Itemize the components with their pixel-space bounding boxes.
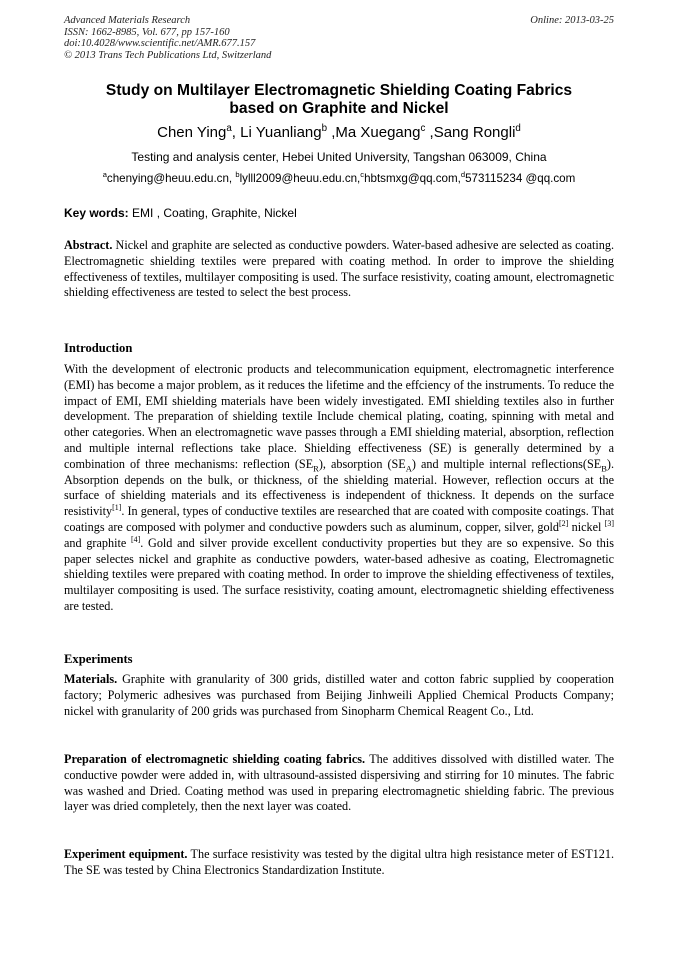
preparation-paragraph — [64, 752, 614, 815]
email-link[interactable]: hbtsmxg@qq.com, — [364, 172, 461, 185]
online-date: Online: 2013-03-25 — [530, 15, 614, 26]
subscript: A — [405, 463, 412, 474]
equipment-label: Experiment equipment. — [64, 847, 188, 861]
intro-text: nickel — [568, 519, 605, 534]
author-name: Li Yuanliang — [240, 124, 322, 141]
author-list — [60, 124, 618, 142]
keywords-text: EMI , Coating, Graphite, Nickel — [128, 206, 297, 220]
intro-text: With the development of electronic products and telecommunication equipment, electromagnetic interference (EMI) has become a major problem, as it reduces the lifetime and the effciency of the instruments. To reduce the impact of EMI, EMI shielding materials have been widely investigated. EMI shielding textiles also in further development. The preparation of shielding textile Include chemical plating, coating, spinning with metal and other categories. When an electromagnetic wave passes through a EMI shielding material, absorption, reflection and multiple internal reflections take place. Shielding effectiveness (SE) is generally determined by a combination of three mechanisms: reflection (SE — [64, 362, 614, 471]
email-link[interactable]: chenying@heuu.edu.cn, — [106, 172, 236, 185]
subscript: R — [313, 463, 319, 474]
title-line-2: based on Graphite and Nickel — [229, 100, 449, 117]
intro-text: ) and multiple internal reflections(SE — [411, 456, 602, 471]
abstract-label: Abstract. — [64, 238, 113, 252]
email-mark: a — [102, 170, 107, 180]
author-separator: , — [231, 124, 241, 141]
email-mark: b — [235, 170, 240, 180]
preparation-label: Preparation of electromagnetic shielding coating fabrics. — [64, 752, 366, 766]
materials-text: Graphite with granularity of 300 grids, distilled water and cotton fabric supplied by cooperation factory; Polymeric adhesives was purchased from Beijing Jinhweili Applied Chemical Products Company; nickel with granularity of 200 grids was purchased from Sinopharm Chemical Reagent Co., Ltd. — [64, 672, 614, 718]
author-separator: , — [425, 124, 434, 141]
equipment-paragraph — [64, 847, 614, 879]
title-line-1: Study on Multilayer Electromagnetic Shielding Coating Fabrics — [105, 82, 573, 99]
section-heading-experiments: Experiments — [64, 652, 133, 666]
email-link[interactable]: lylll2009@heuu.edu.cn, — [239, 172, 361, 185]
preparation-text: The additives dissolved with distilled water. The conductive powder were added in, with ultrasound-assisted dispersiving and stirring for 10 minutes. The fabric was washed and Dried. Coating method was used in preparing electromagnetic shielding fabric. The previous layer was dried completely, then the next layer was coated. — [64, 752, 614, 814]
email-mark: d — [460, 170, 466, 180]
copyright-line: © 2013 Trans Tech Publications Ltd, Switzerland — [64, 49, 272, 61]
author-name: Sang Rongli — [433, 124, 516, 141]
abstract-text: Nickel and graphite are selected as conductive powders. Water-based adhesive are selected as coating. Electromagnetic shielding textiles were prepared with coating method. In order to improve the shielding effectiveness of textiles, multilayer compositing is used. The surface resistivity, coating amount, electromagnetic shielding effectiveness are tested to select the best process. — [64, 238, 614, 300]
intro-text: . In general, types of conductive textiles are researched that are coated with composite coatings. That coatings are composed with polymer and conductive powders such as aluminum, copper, silver, gold — [64, 504, 614, 534]
intro-text: and graphite — [64, 535, 131, 550]
intro-text: ), absorption (SE — [318, 456, 406, 471]
email-mark: c — [360, 170, 365, 180]
author-affil-mark: a — [226, 123, 232, 134]
issn-line: ISSN: 1662-8985, Vol. 677, pp 157-160 — [64, 26, 230, 38]
author-affil-mark: b — [321, 123, 328, 134]
email-link[interactable]: 573115234 @qq.com — [465, 172, 576, 185]
citation-ref[interactable]: [4] — [131, 534, 141, 544]
journal-header — [64, 15, 271, 61]
journal-name: Advanced Materials Research — [64, 15, 191, 26]
section-heading-introduction: Introduction — [64, 341, 133, 355]
intro-text: . Gold and silver provide excellent conductivity properties but they are so expensive. So this paper selectes nickel and graphite as conductive powders, water-based adhesive as coating, Electromagnetic shielding textiles were prepared with coating method. In order to improve the shielding effectiveness of textiles, multilayer compositing is used. The surface resistivity, coating amount, electromagnetic shielding effectiveness are tested. — [64, 535, 614, 613]
materials-paragraph — [64, 672, 614, 719]
intro-text: ). Absorption depends on the bulk, or thickness, of the shielding material. However, reflection occurs at the surface of shielding materials and its effectiveness is independent of thickness. It depends on the surface resistivity — [64, 456, 615, 519]
abstract — [64, 238, 614, 301]
keywords — [64, 206, 614, 221]
author-name: Ma Xuegang — [335, 124, 421, 141]
affiliation: Testing and analysis center, Hebei United University, Tangshan 063009, China — [131, 150, 547, 164]
paper-title — [60, 82, 618, 118]
subscript: B — [601, 463, 607, 474]
equipment-text: The surface resistivity was tested by the digital ultra high resistance meter of EST121. The SE was tested by China Electronics Standardization Institute. — [64, 847, 614, 877]
author-emails — [60, 171, 618, 186]
author-separator: , — [327, 124, 336, 141]
author-name: Chen Ying — [157, 124, 227, 141]
citation-ref[interactable]: [1] — [112, 503, 122, 513]
keywords-label: Key words: — [64, 206, 129, 220]
author-affil-mark: c — [420, 123, 426, 134]
author-affil-mark: d — [515, 123, 521, 134]
citation-ref[interactable]: [2] — [559, 518, 569, 528]
citation-ref[interactable]: [3] — [604, 518, 614, 528]
doi-line: doi:10.4028/www.scientific.net/AMR.677.157 — [64, 38, 256, 49]
introduction-paragraph — [64, 362, 614, 615]
materials-label: Materials. — [64, 672, 118, 686]
